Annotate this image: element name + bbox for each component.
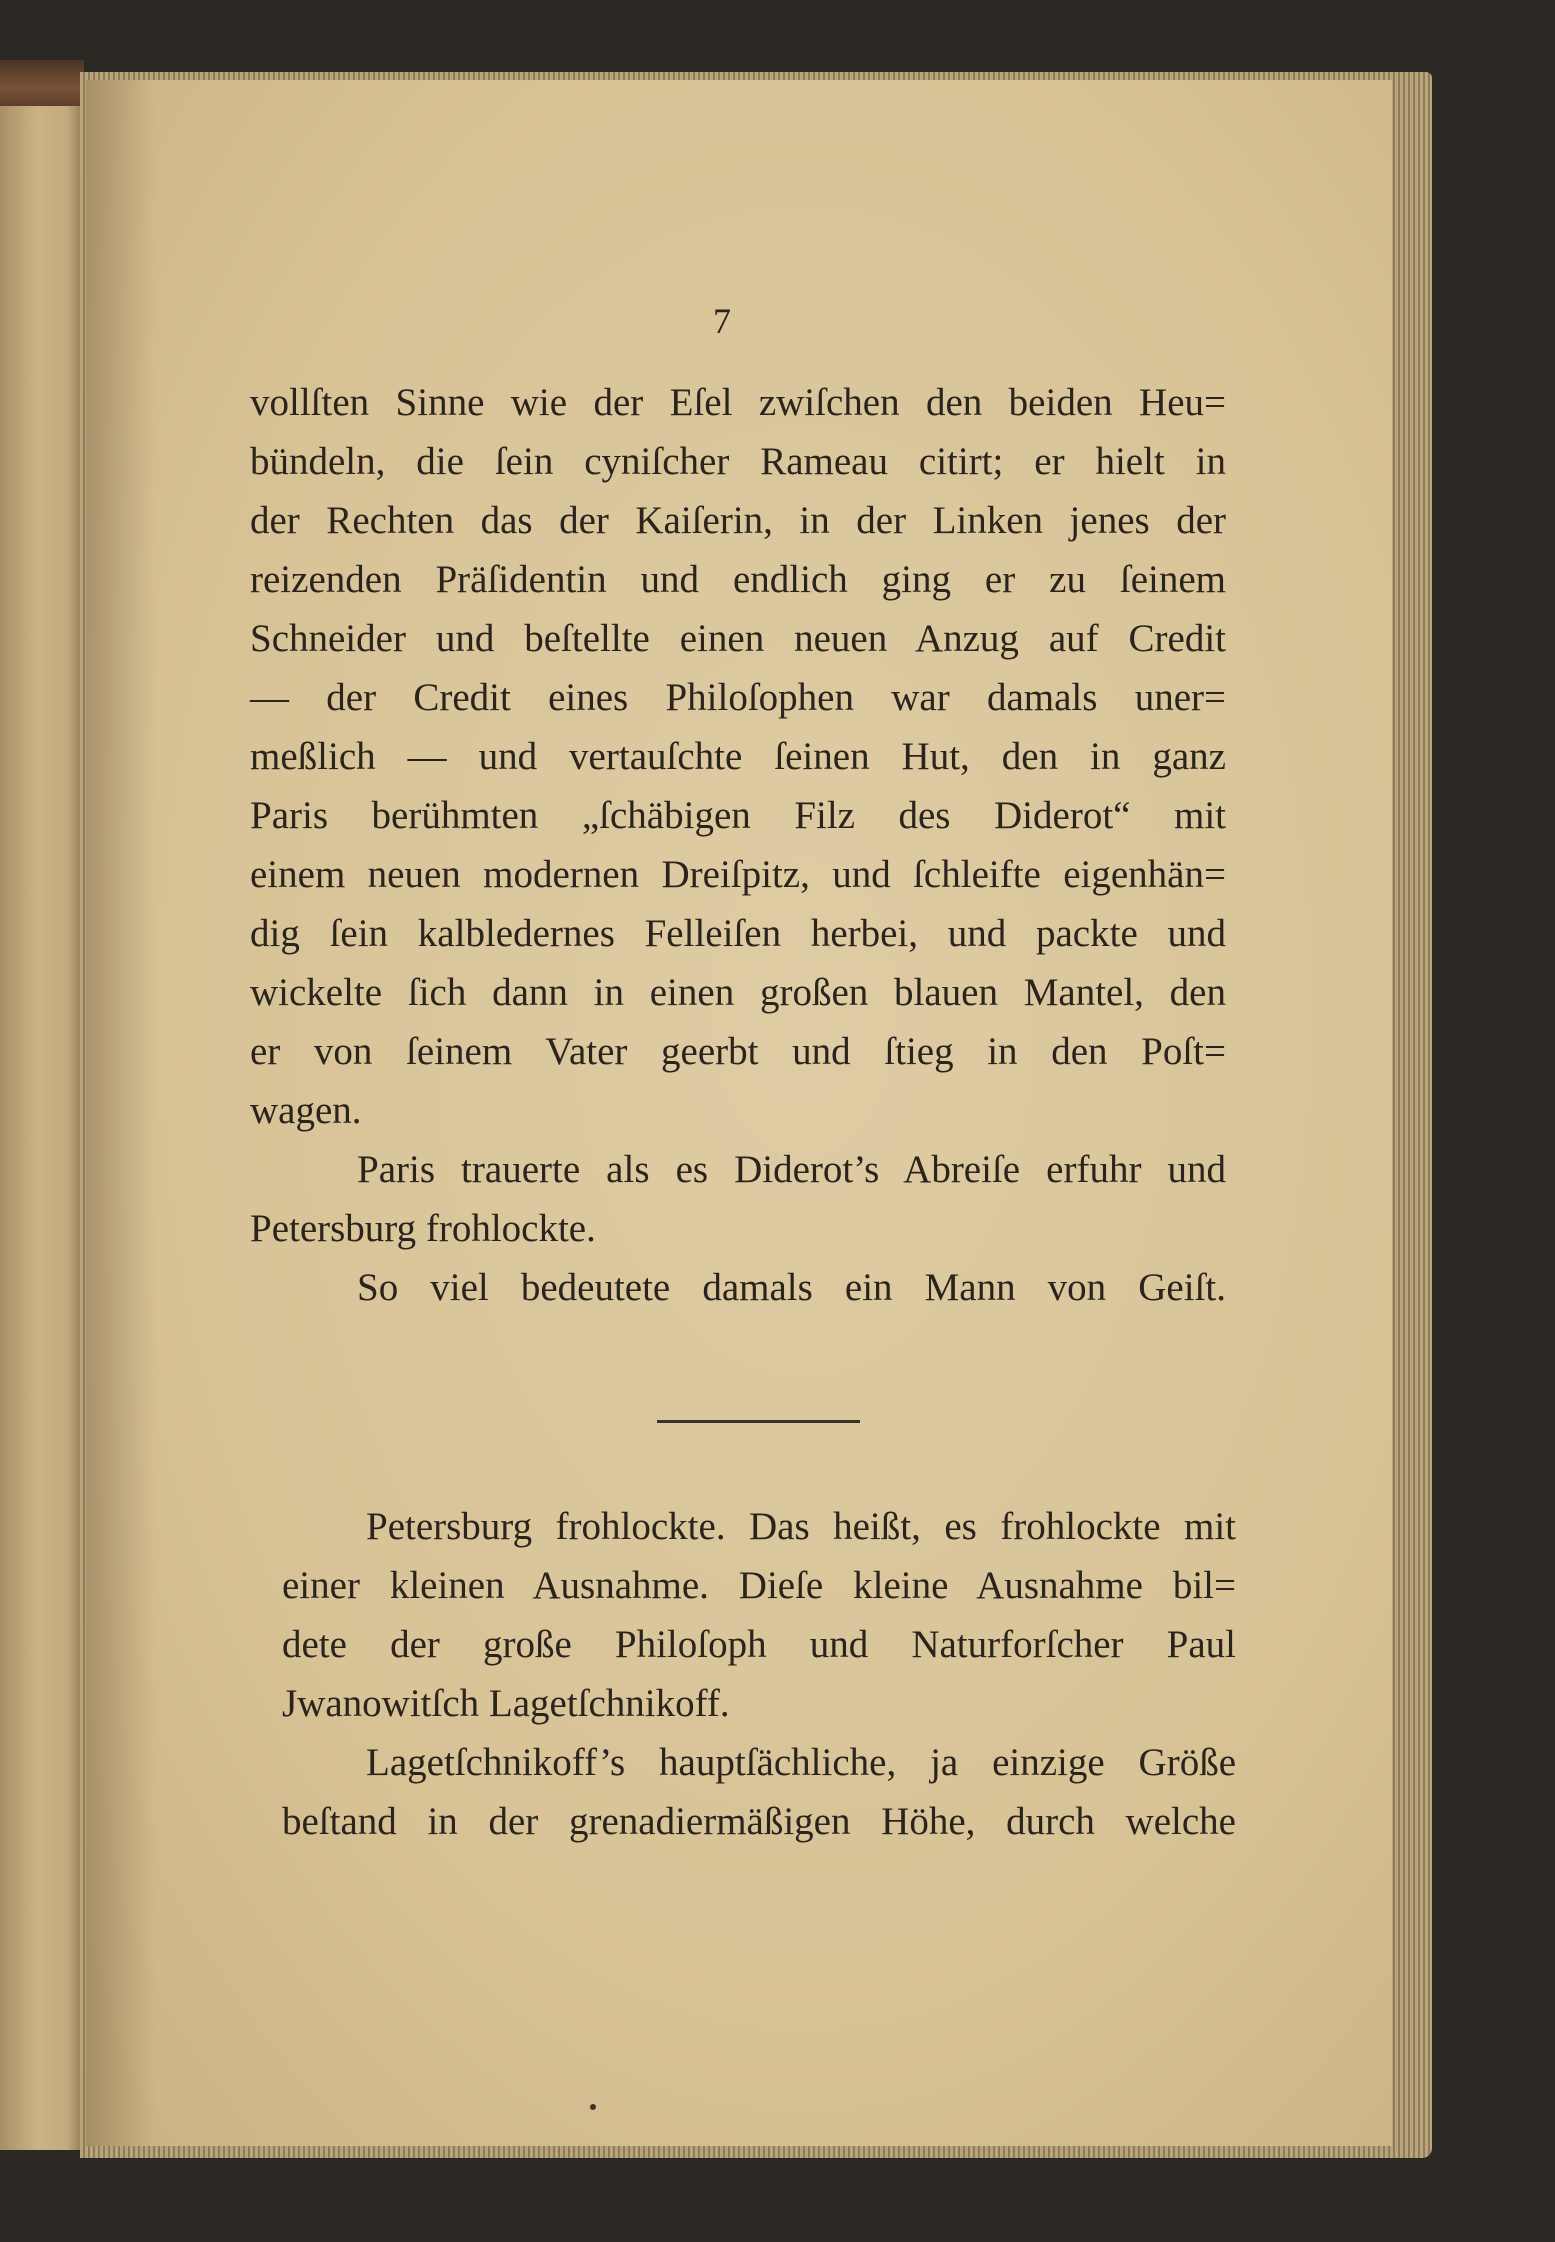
text-line: einem neuen modernen Dreiſpitz, und ſchleifte eigenhän= [250,853,1226,896]
text-line: beſtand in der grenadiermäßigen Höhe, durch welche [282,1800,1236,1843]
text-line: der Rechten das der Kaiſerin, in der Linken jenes der [250,499,1226,542]
left-page-edge [0,70,84,2150]
text-line: wickelte ſich dann in einen großen blauen Mantel, den [250,971,1226,1014]
text-line: bündeln, die ſein cyniſcher Rameau citirt; er hielt in [250,440,1226,483]
text-line: Jwanowitſch Lagetſchnikoff. [282,1682,730,1725]
text-section-1 [250,373,1226,1317]
text-line: — der Credit eines Philoſophen war damals uner= [250,676,1226,719]
text-line: dete der große Philoſoph und Naturforſcher Paul [282,1623,1236,1666]
text-section-2 [282,1497,1236,1851]
text-line: Petersburg frohlockte. Das heißt, es frohlockte mit [366,1505,1236,1548]
section-divider [657,1420,860,1423]
text-line: So viel bedeutete damals ein Mann von Geiſt. [357,1266,1226,1309]
text-line: Lagetſchnikoff’s hauptſächliche, ja einzige Größe [366,1741,1236,1784]
text-line: einer kleinen Ausnahme. Dieſe kleine Ausnahme bil= [282,1564,1236,1607]
text-line: reizenden Präſidentin und endlich ging er zu ſeinem [250,558,1226,601]
text-line: Paris trauerte als es Diderot’s Abreiſe erfuhr und [357,1148,1226,1191]
text-line: dig ſein kalbledernes Felleiſen herbei, und packte und [250,912,1226,955]
page-number: 7 [713,301,731,341]
text-line: Petersburg frohlockte. [250,1207,596,1250]
book-spine [0,60,84,106]
text-line: wagen. [250,1089,362,1132]
text-line: meßlich — und vertauſchte ſeinen Hut, den in ganz [250,735,1226,778]
text-line: Paris berühmten „ſchäbigen Filz des Diderot“ mit [250,794,1226,837]
text-line: er von ſeinem Vater geerbt und ſtieg in den Poſt= [250,1030,1226,1073]
text-line: vollſten Sinne wie der Eſel zwiſchen den beiden Heu= [250,381,1226,424]
gutter-shadow [86,80,156,2146]
paper-speck [590,2104,596,2110]
text-line: Schneider und beſtellte einen neuen Anzug auf Credit [250,617,1226,660]
